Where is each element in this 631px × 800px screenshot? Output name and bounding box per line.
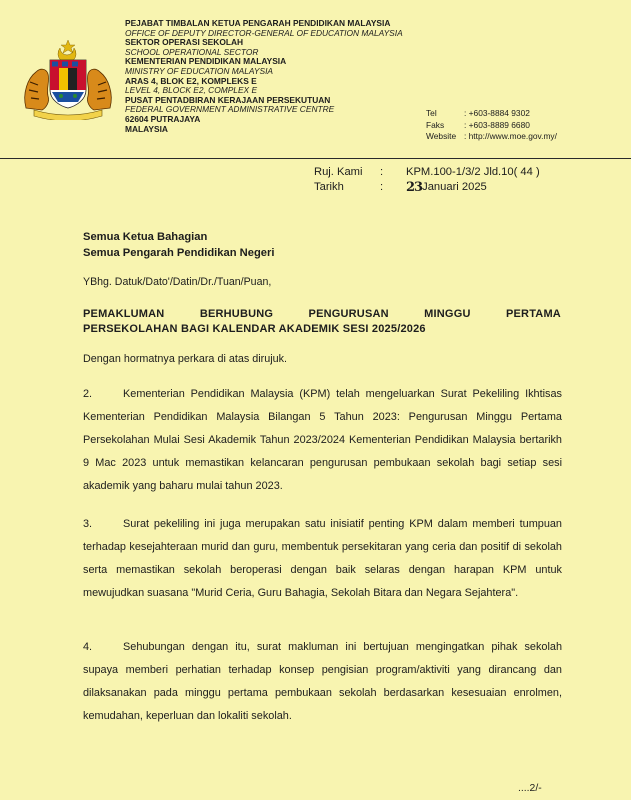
contact-row-tel: [426, 108, 557, 120]
ruj-value: KPM.100-1/3/2 Jld.10( 44 ): [406, 166, 540, 178]
contact-value: : +603-8889 6680: [464, 119, 530, 130]
letterhead-address: [125, 19, 403, 134]
address-line: KEMENTERIAN PENDIDIKAN MALAYSIA: [125, 56, 287, 67]
address-line: FEDERAL GOVERNMENT ADMINISTRATIVE CENTRE: [125, 104, 335, 115]
paragraph-number: 4.: [83, 641, 93, 653]
address-line: ARAS 4, BLOK E2, KOMPLEKS E: [125, 75, 257, 86]
contact-label: Website: [426, 131, 457, 142]
subject-word: PENGURUSAN: [308, 308, 389, 320]
coat-of-arms-icon: [18, 38, 118, 120]
ruj-label: Ruj. Kami: [314, 166, 363, 178]
address-line: SCHOOL OPERATIONAL SECTOR: [125, 46, 259, 57]
paragraph-text: Surat pekeliling ini juga merupakan satu inisiatif penting KPM dalam memberi tumpuan terhadap kesejahteraan murid dan guru, membentuk persekitaran yang ceria dan positif di sekolah serta memastikan sekolah beroperasi dengan baik selaras dengan harapan KPM untuk mewujudkan suasana "Murid Ceria, Guru Bahagia, Sekolah Bitara dan Negara Sejahtera".: [83, 518, 562, 599]
date-row: [314, 180, 540, 195]
address-line: MINISTRY OF EDUCATION MALAYSIA: [125, 65, 273, 76]
tarikh-month-year: Januari 2025: [422, 181, 487, 193]
contact-label: Tel: [426, 108, 437, 118]
letterhead-contact: [426, 108, 557, 143]
subject-word: MINGGU: [424, 308, 471, 320]
address-line: OFFICE OF DEPUTY DIRECTOR-GENERAL OF EDUCATION MALAYSIA: [125, 27, 403, 38]
handwritten-day: 23: [406, 180, 423, 195]
recipient-line: Semua Pengarah Pendidikan Negeri: [83, 247, 275, 259]
paragraph-number: 2.: [83, 388, 93, 400]
subject-word: PEMAKLUMAN: [83, 308, 165, 320]
subject-word: PERTAMA: [505, 308, 561, 320]
contact-row-fax: [426, 120, 557, 132]
letterhead-divider: [0, 158, 631, 159]
subject-line-1: [83, 307, 561, 322]
address-line: LEVEL 4, BLOCK E2, COMPLEX E: [125, 85, 258, 96]
recipient-line: Semua Ketua Bahagian: [83, 231, 208, 243]
tarikh-colon: :: [380, 181, 384, 193]
recipients: [83, 229, 275, 261]
paragraph-3: [83, 513, 562, 605]
address-line: 62604 PUTRAJAYA: [125, 113, 201, 124]
subject-line-2: PERSEKOLAHAN BAGI KALENDAR AKADEMIK SESI 2025/2026: [83, 323, 426, 335]
paragraph-4: [83, 636, 562, 728]
contact-row-website: [426, 131, 557, 143]
address-line: PUSAT PENTADBIRAN KERAJAAN PERSEKUTUAN: [125, 94, 331, 105]
paragraph-text: Kementerian Pendidikan Malaysia (KPM) telah mengeluarkan Surat Pekeliling Ikhtisas Kementerian Pendidikan Malaysia Bilangan 5 Tahun 2023: Pengurusan Minggu Pertama Persekolahan Mulai Sesi Akademik Tahun 2023/2024 Kementerian Pendidikan Malaysia bertarikh 9 Mac 2023 untuk memastikan kelancaran pengurusan pembukaan sekolah bagi setiap sesi akademik yang baharu mulai tahun 2023.: [83, 388, 562, 492]
address-line: MALAYSIA: [125, 123, 168, 134]
address-line: PEJABAT TIMBALAN KETUA PENGARAH PENDIDIKAN MALAYSIA: [125, 18, 391, 28]
address-line: SEKTOR OPERASI SEKOLAH: [125, 37, 244, 48]
subject-heading: [83, 307, 561, 337]
ruj-colon: :: [380, 166, 384, 178]
salutation: YBhg. Datuk/Dato'/Datin/Dr./Tuan/Puan,: [83, 276, 272, 288]
reference-block: [314, 165, 540, 195]
paragraph-2: [83, 383, 562, 498]
contact-label: Faks: [426, 119, 445, 130]
website-link[interactable]: : http://www.moe.gov.my/: [464, 131, 557, 142]
paragraph-text: Sehubungan dengan itu, surat makluman ini bertujuan mengingatkan pihak sekolah supaya memberi perhatian terhadap konsep pengisian program/aktiviti yang dirancang dan dilaksanakan pada minggu pertama pembukaan sekolah berdasarkan kesesuaian enrolmen, kemudahan, keperluan dan lokaliti sekolah.: [83, 641, 562, 722]
reference-row: [314, 165, 540, 180]
paragraph-number: 3.: [83, 518, 93, 530]
tarikh-label: Tarikh: [314, 181, 344, 193]
subject-word: BERHUBUNG: [199, 308, 274, 320]
opening-line: Dengan hormatnya perkara di atas dirujuk.: [83, 353, 288, 365]
contact-value: : +603-8884 9302: [464, 108, 530, 118]
page-continuation: ....2/-: [518, 783, 542, 794]
